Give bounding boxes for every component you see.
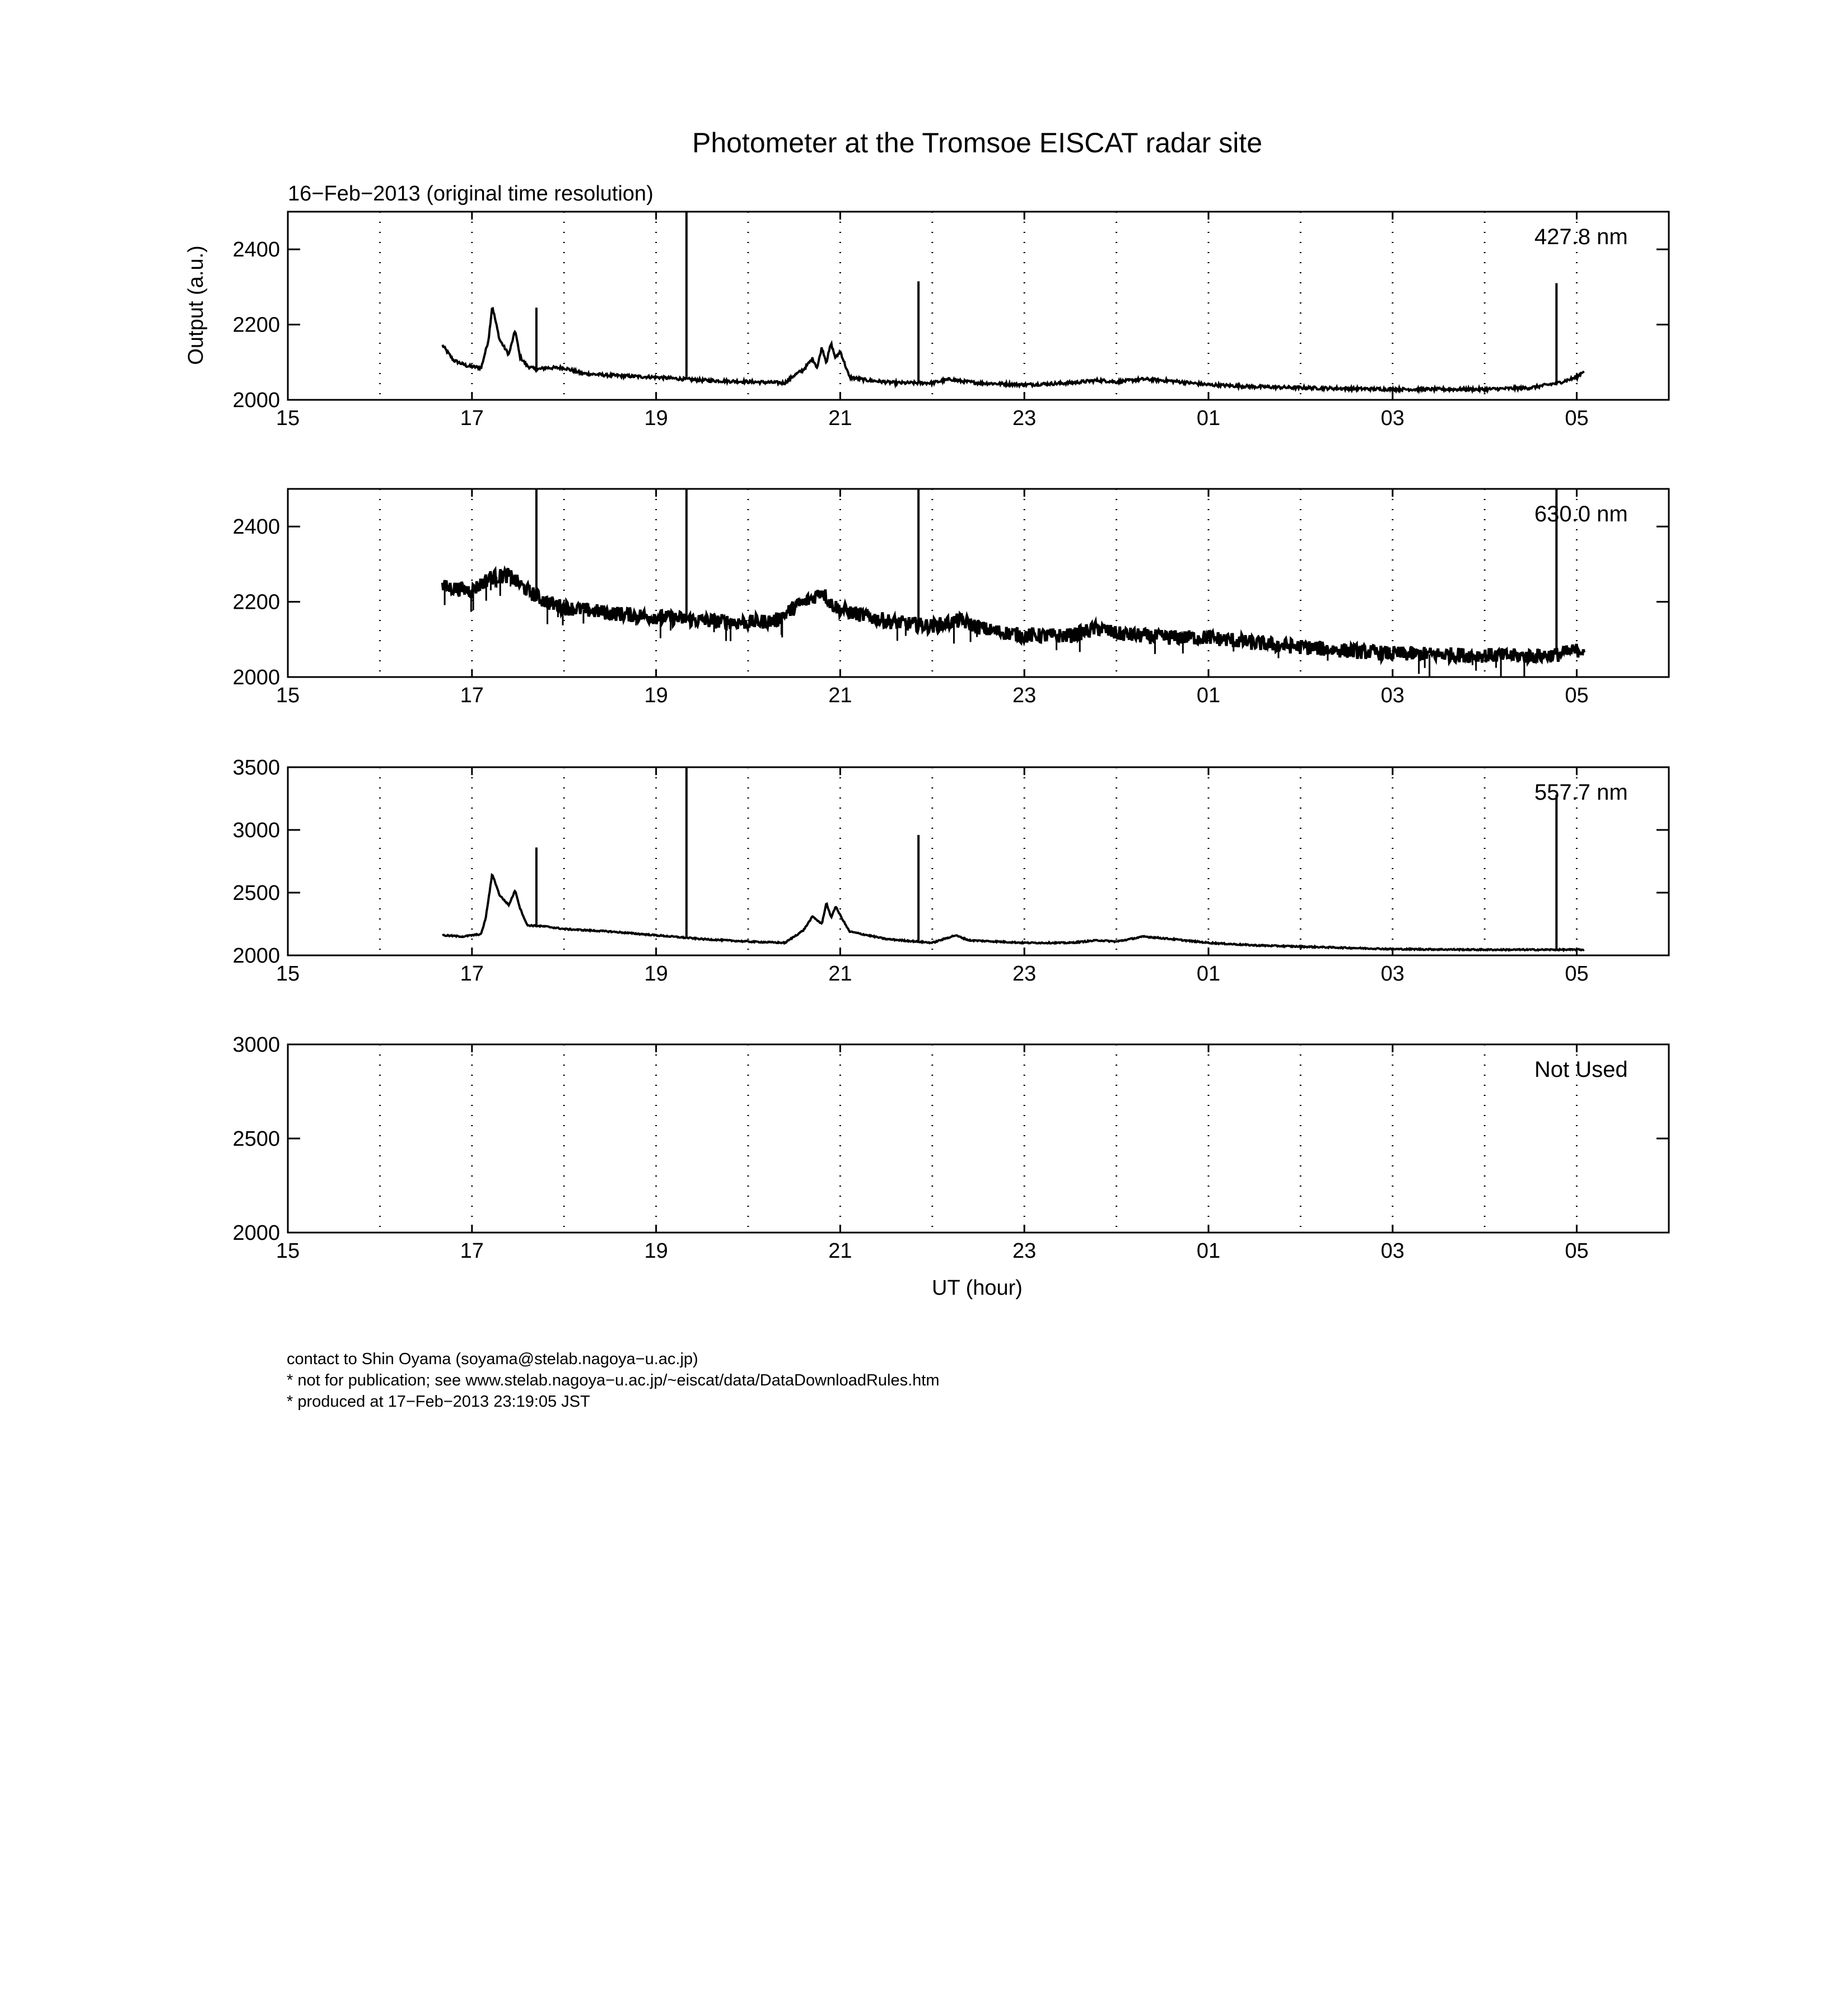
x-tick-label: 05 xyxy=(1565,684,1589,707)
x-tick-label: 15 xyxy=(276,1239,300,1263)
x-tick-label: 21 xyxy=(828,407,852,430)
y-tick-label: 2400 xyxy=(232,238,280,262)
x-tick-label: 23 xyxy=(1012,407,1037,430)
panel-3 xyxy=(232,756,1669,986)
x-tick-label: 19 xyxy=(644,407,668,430)
channel-label: 427.8 nm xyxy=(1534,225,1628,249)
channel-label: 557.7 nm xyxy=(1534,780,1628,805)
panel-frame xyxy=(288,212,1669,400)
x-tick-label: 05 xyxy=(1565,407,1589,430)
y-tick-label: 2000 xyxy=(232,666,280,689)
y-tick-label: 3000 xyxy=(232,1033,280,1057)
x-tick-label: 23 xyxy=(1012,684,1037,707)
x-tick-label: 21 xyxy=(828,962,852,986)
y-tick-label: 2200 xyxy=(232,313,280,337)
x-tick-label: 17 xyxy=(460,684,484,707)
x-tick-label: 03 xyxy=(1380,684,1404,707)
y-tick-label: 2000 xyxy=(232,944,280,968)
y-tick-label: 2400 xyxy=(232,515,280,539)
x-tick-label: 03 xyxy=(1380,1239,1404,1263)
panel-frame xyxy=(288,767,1669,955)
x-tick-label: 15 xyxy=(276,407,300,430)
x-tick-label: 01 xyxy=(1196,407,1221,430)
footer-notes xyxy=(287,1348,940,1412)
y-tick-label: 3500 xyxy=(232,756,280,780)
panel-frame xyxy=(288,1044,1669,1233)
x-tick-label: 19 xyxy=(644,1239,668,1263)
x-tick-label: 05 xyxy=(1565,1239,1589,1263)
channel-label: 630.0 nm xyxy=(1534,502,1628,526)
x-tick-label: 03 xyxy=(1380,407,1404,430)
y-tick-label: 2000 xyxy=(232,1221,280,1245)
figure-title: Photometer at the Tromsoe EISCAT radar site xyxy=(692,127,1263,158)
x-tick-label: 15 xyxy=(276,684,300,707)
data-line-series-1 xyxy=(442,309,1584,391)
x-tick-label: 01 xyxy=(1196,684,1221,707)
y-axis-label: Output (a.u.) xyxy=(184,245,208,365)
data-line-series-1 xyxy=(442,568,1584,663)
x-tick-label: 05 xyxy=(1565,962,1589,986)
x-tick-label: 01 xyxy=(1196,962,1221,986)
x-tick-label: 17 xyxy=(460,962,484,986)
y-tick-label: 2500 xyxy=(232,1127,280,1151)
x-tick-label: 15 xyxy=(276,962,300,986)
data-line-series-1 xyxy=(442,875,1584,951)
panel-4 xyxy=(232,1033,1669,1263)
footer-disclaimer: * not for publication; see www.stelab.nagoya−u.ac.jp/~eiscat/data/DataDownloadRules.htm xyxy=(287,1371,940,1389)
figure-subtitle: 16−Feb−2013 (original time resolution) xyxy=(288,182,654,206)
y-tick-label: 3000 xyxy=(232,819,280,842)
y-tick-label: 2200 xyxy=(232,590,280,614)
x-tick-label: 23 xyxy=(1012,962,1037,986)
footer-produced: * produced at 17−Feb−2013 23:19:05 JST xyxy=(287,1393,590,1411)
x-tick-label: 21 xyxy=(828,684,852,707)
x-tick-label: 03 xyxy=(1380,962,1404,986)
plot-panels xyxy=(232,212,1669,1263)
channel-label: Not Used xyxy=(1534,1057,1628,1082)
x-tick-label: 23 xyxy=(1012,1239,1037,1263)
x-tick-label: 19 xyxy=(644,684,668,707)
y-tick-label: 2500 xyxy=(232,881,280,905)
footer-contact: contact to Shin Oyama (soyama@stelab.nagoya−u.ac.jp) xyxy=(287,1350,698,1368)
x-tick-label: 21 xyxy=(828,1239,852,1263)
x-tick-label: 17 xyxy=(460,407,484,430)
x-tick-label: 19 xyxy=(644,962,668,986)
y-tick-label: 2000 xyxy=(232,389,280,412)
x-axis-label: UT (hour) xyxy=(932,1276,1023,1300)
x-tick-label: 17 xyxy=(460,1239,484,1263)
panel-2 xyxy=(232,489,1669,707)
x-tick-label: 01 xyxy=(1196,1239,1221,1263)
panel-1 xyxy=(232,212,1669,430)
